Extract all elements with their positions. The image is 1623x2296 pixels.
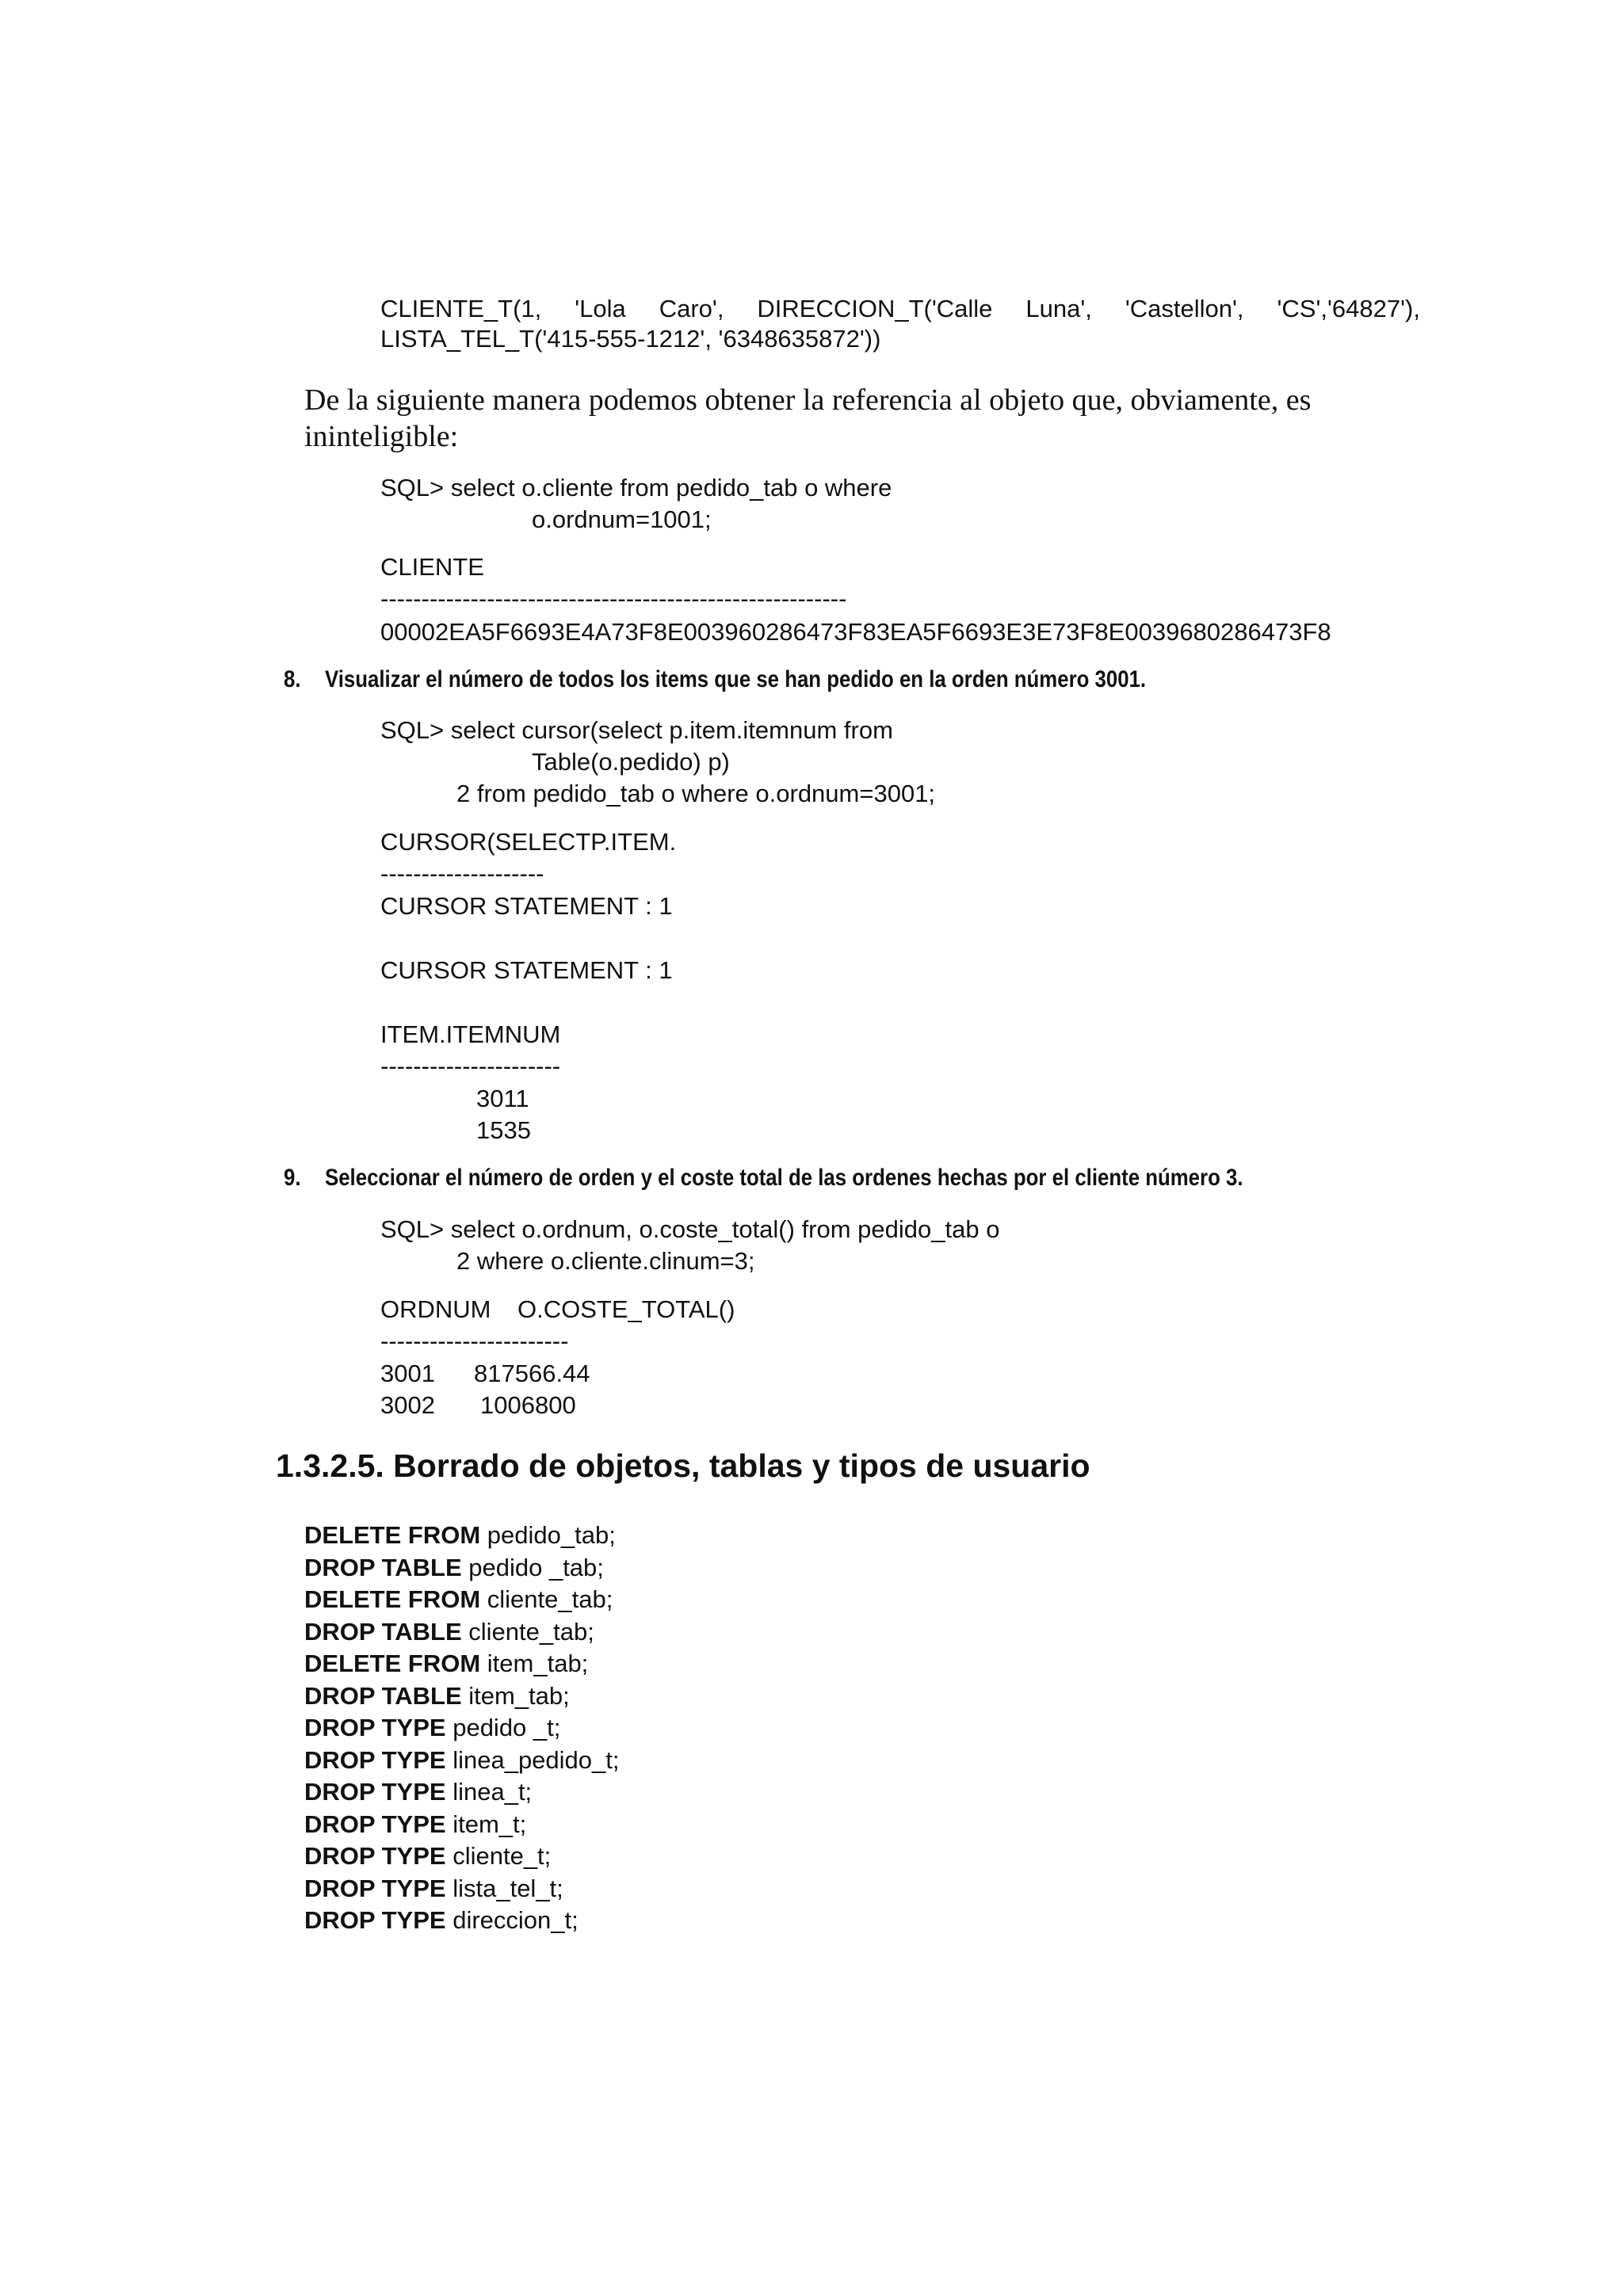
sql-object: item_t;	[445, 1810, 527, 1838]
sql-object: cliente_tab;	[480, 1585, 613, 1613]
paragraph-line: De la siguiente manera podemos obtener la referencia al objeto que, obviamente, es	[304, 383, 1312, 417]
code-line: 1535	[476, 1116, 531, 1144]
code-line: o.ordnum=1001;	[532, 505, 712, 533]
sql-keyword: DROP TYPE	[304, 1745, 446, 1774]
code-line: SQL> select o.cliente from pedido_tab o where	[380, 474, 892, 502]
sql-object: cliente_tab;	[461, 1617, 594, 1646]
code-line: Table(o.pedido) p)	[532, 748, 730, 776]
drop-statement	[304, 1523, 616, 1547]
sql-keyword: DELETE FROM	[304, 1650, 481, 1677]
drop-statement	[304, 1908, 579, 1932]
code-line: ---------------------------------------------------------	[380, 585, 847, 612]
section-heading: 1.3.2.5. Borrado de objetos, tablas y tipos de usuario	[276, 1447, 1090, 1484]
intro-word: CLIENTE_T(1,	[380, 295, 542, 322]
code-line: CURSOR(SELECTP.ITEM.	[380, 828, 677, 856]
sql-keyword: DROP TYPE	[304, 1906, 446, 1934]
drop-statement	[304, 1681, 570, 1710]
sql-object: linea_t;	[445, 1778, 533, 1806]
intro-word: 'CS','64827'),	[1277, 295, 1420, 322]
code-line: 2 from pedido_tab o where o.ordnum=3001;	[456, 780, 936, 807]
result-header: O.COSTE_TOTAL()	[517, 1295, 735, 1323]
result-cell: 3002	[380, 1391, 435, 1419]
intro-word: 'Lola	[575, 295, 626, 322]
sql-object: pedido _t;	[445, 1714, 561, 1741]
code-line: CURSOR STATEMENT : 1	[380, 956, 673, 984]
sql-keyword: DROP TYPE	[304, 1714, 446, 1741]
sql-keyword: DELETE FROM	[304, 1585, 481, 1613]
drop-statement	[304, 1812, 526, 1836]
code-line: ----------------------	[380, 1052, 561, 1080]
drop-statement	[304, 1876, 563, 1901]
question-number: 9.	[284, 1165, 301, 1191]
code-line: CURSOR STATEMENT : 1	[380, 892, 673, 920]
sql-keyword: DROP TABLE	[304, 1681, 462, 1710]
sql-object: pedido _tab;	[461, 1553, 604, 1581]
sql-keyword: DROP TYPE	[304, 1810, 446, 1838]
drop-statement	[304, 1587, 613, 1611]
intro-word: Luna',	[1025, 295, 1092, 322]
intro-line-1	[380, 295, 1420, 323]
sql-object: cliente_t;	[445, 1842, 552, 1870]
sql-keyword: DROP TYPE	[304, 1842, 446, 1870]
question-text: Visualizar el número de todos los items que se han pedido en la orden número 3001.	[325, 666, 1147, 692]
sql-keyword: DROP TABLE	[304, 1617, 462, 1646]
sql-object: pedido_tab;	[480, 1521, 616, 1549]
code-line: SQL> select cursor(select p.item.itemnum from	[380, 716, 893, 744]
code-line: CLIENTE	[380, 553, 484, 581]
sql-object: lista_tel_t;	[445, 1874, 563, 1902]
code-line: 3011	[476, 1085, 529, 1112]
code-line: SQL> select o.ordnum, o.coste_total() from pedido_tab o	[380, 1215, 1000, 1243]
result-header: ORDNUM	[380, 1295, 491, 1323]
sql-object: item_tab;	[461, 1681, 570, 1710]
intro-word: Caro',	[659, 295, 724, 322]
result-cell: 817566.44	[474, 1360, 590, 1387]
drop-statement	[304, 1715, 560, 1740]
intro-line-2: LISTA_TEL_T('415-555-1212', '6348635872'))	[380, 325, 881, 353]
code-line: -----------------------	[380, 1327, 569, 1355]
intro-word: 'Castellon',	[1125, 295, 1244, 322]
sql-keyword: DROP TYPE	[304, 1778, 446, 1806]
code-line: 2 where o.cliente.clinum=3;	[456, 1247, 755, 1275]
drop-statement	[304, 1555, 604, 1580]
intro-word: DIRECCION_T('Calle	[757, 295, 993, 322]
code-line: 00002EA5F6693E4A73F8E003960286473F83EA5F6693E3E73F8E0039680286473F8	[380, 618, 1331, 646]
sql-object: direccion_t;	[445, 1906, 579, 1934]
sql-object: linea_pedido_t;	[445, 1745, 620, 1774]
question-text: Seleccionar el número de orden y el coste total de las ordenes hechas por el cliente número 3.	[325, 1165, 1243, 1191]
drop-statement	[304, 1844, 551, 1868]
paragraph-line: ininteligible:	[304, 420, 459, 453]
drop-statement	[304, 1745, 620, 1774]
question-number: 8.	[284, 666, 301, 692]
drop-statement	[304, 1779, 532, 1804]
drop-statement	[304, 1651, 588, 1676]
code-line: ITEM.ITEMNUM	[380, 1020, 561, 1048]
result-cell: 3001	[380, 1360, 435, 1387]
sql-keyword: DROP TABLE	[304, 1553, 462, 1581]
drop-statement	[304, 1619, 594, 1644]
sql-keyword: DROP TYPE	[304, 1874, 446, 1902]
code-line: --------------------	[380, 860, 544, 887]
result-cell: 1006800	[480, 1391, 576, 1419]
sql-keyword: DELETE FROM	[304, 1521, 481, 1549]
sql-object: item_tab;	[480, 1650, 589, 1677]
